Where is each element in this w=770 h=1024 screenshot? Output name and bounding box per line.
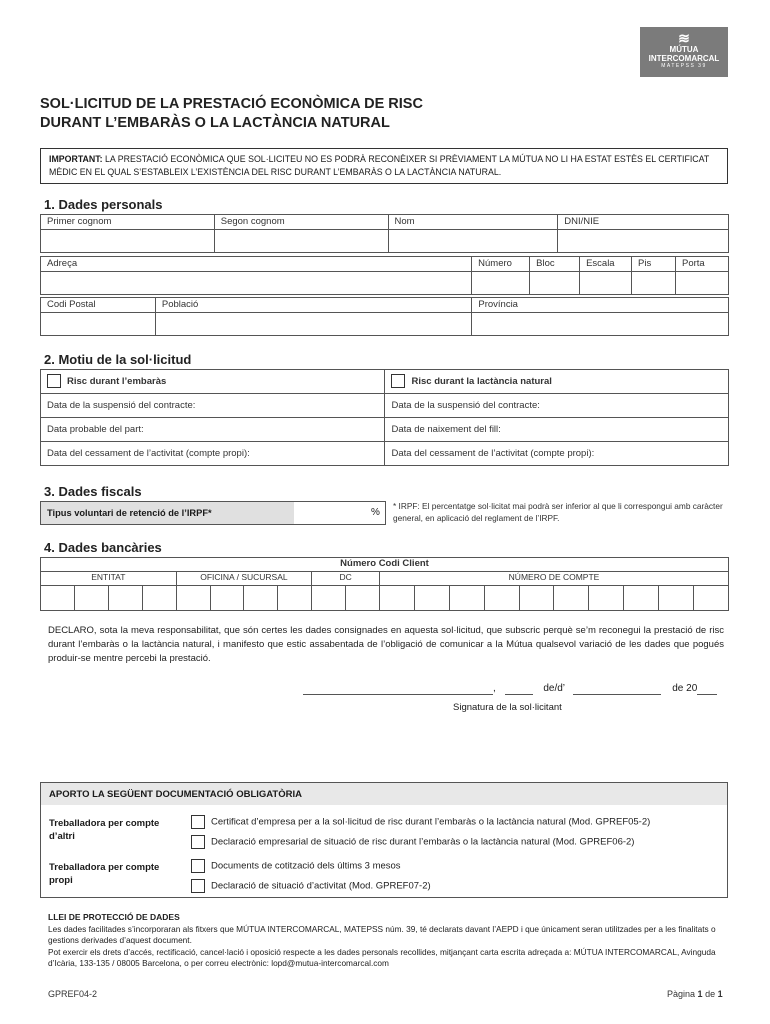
mutua-logo bbox=[640, 27, 728, 77]
lopd-paragraph-1: Les dades facilitades s’incorporaran als fitxers que MÚTUA INTERCOMARCAL, MATEPSS núm. 39, té declarats davant l’AEPD i que únicament seran utilitzades per a les finalitats o gestions derivades d’aquest document. bbox=[48, 923, 716, 945]
input-bloc[interactable] bbox=[530, 272, 580, 295]
logo-line3: MATEPSS 39 bbox=[661, 63, 707, 69]
doc-certificat-label: Certificat d’empresa per a la sol·licitud de risc durant l’embaràs o la lactància natural (Mod. GPREF05-2) bbox=[211, 816, 651, 828]
page-total: 1 bbox=[717, 989, 723, 999]
form-code: GPREF04-2 bbox=[48, 989, 98, 999]
page-number bbox=[667, 989, 723, 999]
irpf-field[interactable] bbox=[40, 501, 386, 525]
form-title bbox=[40, 95, 423, 133]
input-dni[interactable] bbox=[558, 230, 729, 253]
input-segon-cognom[interactable] bbox=[214, 230, 388, 253]
page-current: 1 bbox=[697, 989, 703, 999]
input-escala[interactable] bbox=[580, 272, 632, 295]
doc-declaracio-empresarial[interactable] bbox=[191, 835, 634, 849]
documentation-header: APORTO LA SEGÜENT DOCUMENTACIÓ OBLIGATÒRIA bbox=[41, 783, 727, 805]
digit-entitat-3[interactable] bbox=[108, 586, 142, 611]
input-provincia[interactable] bbox=[472, 313, 729, 336]
field-data-part[interactable]: Data probable del part: bbox=[41, 418, 385, 442]
section3-title: 3. Dades fiscals bbox=[44, 484, 142, 499]
lopd-paragraph-2: Pot exercir els drets d’accés, rectificació, cancel·lació i oposició respecte a les dades personals recollides, mitjançant carta escrita adreçada a: MÚTUA INTERCOMARCAL, Avinguda d’Icària, 133-135 / 08005 Barcelona, o per correu electrònic: lopd@mutua-intercomarcal.com bbox=[48, 946, 716, 968]
bank-table bbox=[40, 557, 729, 611]
label-compte-altri: Treballadora per compte d’altri bbox=[49, 818, 160, 842]
section2-title: 2. Motiu de la sol·licitud bbox=[44, 352, 192, 367]
digit-compte-5[interactable] bbox=[519, 586, 554, 611]
label-escala: Escala bbox=[580, 257, 632, 272]
reason-table bbox=[40, 369, 729, 466]
input-porta[interactable] bbox=[676, 272, 729, 295]
label-compte-propi: Treballadora per compte propi bbox=[49, 862, 160, 886]
address-table bbox=[40, 256, 729, 295]
digit-compte-7[interactable] bbox=[589, 586, 624, 611]
month-input[interactable] bbox=[573, 683, 661, 695]
logo-line1: MÚTUA bbox=[669, 45, 699, 54]
label-oficina: OFICINA / SUCURSAL bbox=[176, 572, 312, 586]
digit-dc-1[interactable] bbox=[312, 586, 346, 611]
digit-compte-9[interactable] bbox=[659, 586, 694, 611]
important-label: IMPORTANT: bbox=[49, 154, 103, 164]
data-protection-notice bbox=[48, 912, 728, 970]
personal-data-table bbox=[40, 214, 729, 253]
label-codi-postal: Codi Postal bbox=[41, 298, 156, 313]
label-porta: Porta bbox=[676, 257, 729, 272]
digit-dc-2[interactable] bbox=[346, 586, 380, 611]
field-cessament-lactancia[interactable]: Data del cessament de l’activitat (compte propi): bbox=[385, 442, 729, 466]
declaration-text: DECLARO, sota la meva responsabilitat, que són certes les dades consignades en aquesta sol·licitud, que subscric perquè se’m reconegui la prestació de risc durant l’embaràs o la lactància natural, i manifesto que estic assabentada de l’obligació de comunicar a la Mútua qualsevol variació de les dades que pogués produir-se mentre percebi la prestació. bbox=[48, 625, 724, 664]
field-data-naixement[interactable]: Data de naixement del fill: bbox=[385, 418, 729, 442]
digit-oficina-2[interactable] bbox=[210, 586, 244, 611]
label-segon-cognom: Segon cognom bbox=[214, 215, 388, 230]
label-numero-compte: NÚMERO DE COMPTE bbox=[380, 572, 729, 586]
digit-entitat-4[interactable] bbox=[142, 586, 176, 611]
section4-title: 4. Dades bancàries bbox=[44, 540, 162, 555]
checkbox-lactancia[interactable] bbox=[391, 374, 405, 388]
digit-compte-3[interactable] bbox=[449, 586, 484, 611]
input-poblacio[interactable] bbox=[155, 313, 472, 336]
label-pis: Pis bbox=[632, 257, 676, 272]
logo-mark-icon: ≋ bbox=[678, 30, 690, 46]
documentation-box bbox=[40, 782, 728, 898]
reason-embaras[interactable] bbox=[41, 370, 385, 394]
digit-compte-1[interactable] bbox=[380, 586, 415, 611]
doc-declaracio-label: Declaració empresarial de situació de risc durant l’embaràs o la lactància natural (Mod. GPREF06-2) bbox=[211, 836, 635, 848]
important-notice bbox=[40, 148, 728, 184]
label-nom: Nom bbox=[388, 215, 558, 230]
signature-label: Signatura de la sol·licitant bbox=[453, 702, 562, 713]
field-suspensio-embaras[interactable]: Data de la suspensió del contracte: bbox=[41, 394, 385, 418]
irpf-label: Tipus voluntari de retenció de l’IRPF* bbox=[41, 502, 294, 524]
year-input[interactable] bbox=[697, 683, 717, 695]
input-codi-postal[interactable] bbox=[41, 313, 156, 336]
title-line2: DURANT L’EMBARÀS O LA LACTÀNCIA NATURAL bbox=[40, 115, 390, 131]
digit-entitat-1[interactable] bbox=[41, 586, 75, 611]
digit-oficina-1[interactable] bbox=[176, 586, 210, 611]
label-dc: DC bbox=[312, 572, 380, 586]
digit-compte-10[interactable] bbox=[693, 586, 728, 611]
doc-situacio-activitat[interactable] bbox=[191, 879, 431, 893]
label-provincia: Província bbox=[472, 298, 729, 313]
input-primer-cognom[interactable] bbox=[41, 230, 215, 253]
irpf-note: * IRPF: El percentatge sol·licitat mai podrà ser inferior al que li correspongui amb caràcter general, en aplicació del reglament de l’IRPF. bbox=[393, 501, 723, 523]
field-suspensio-lactancia[interactable]: Data de la suspensió del contracte: bbox=[385, 394, 729, 418]
doc-cotitzacio[interactable] bbox=[191, 859, 401, 873]
digit-oficina-4[interactable] bbox=[278, 586, 312, 611]
de-d-label: de/d’ bbox=[543, 683, 565, 694]
title-line1: SOL·LICITUD DE LA PRESTACIÓ ECONÒMICA DE RISC bbox=[40, 96, 423, 112]
digit-compte-8[interactable] bbox=[624, 586, 659, 611]
digit-entitat-2[interactable] bbox=[74, 586, 108, 611]
label-numero: Número bbox=[472, 257, 530, 272]
doc-situacio-label: Declaració de situació d’activitat (Mod. GPREF07-2) bbox=[211, 880, 431, 892]
comma: , bbox=[493, 683, 496, 694]
page-word: Pàgina bbox=[667, 989, 696, 999]
digit-compte-2[interactable] bbox=[414, 586, 449, 611]
digit-compte-4[interactable] bbox=[484, 586, 519, 611]
reason-lactancia[interactable] bbox=[385, 370, 729, 394]
input-pis[interactable] bbox=[632, 272, 676, 295]
input-numero[interactable] bbox=[472, 272, 530, 295]
client-number-label: Número Codi Client bbox=[41, 558, 729, 572]
signature-date-line bbox=[303, 683, 717, 695]
section1-title: 1. Dades personals bbox=[44, 197, 163, 212]
input-nom[interactable] bbox=[388, 230, 558, 253]
label-entitat: ENTITAT bbox=[41, 572, 177, 586]
label-poblacio: Població bbox=[155, 298, 472, 313]
digit-compte-6[interactable] bbox=[554, 586, 589, 611]
place-input[interactable] bbox=[303, 683, 493, 695]
label-bloc: Bloc bbox=[530, 257, 580, 272]
checkbox-cotitzacio[interactable] bbox=[191, 859, 205, 873]
label-adreca: Adreça bbox=[41, 257, 472, 272]
reason-embaras-label: Risc durant l’embaràs bbox=[67, 376, 167, 387]
percent-sign: % bbox=[371, 507, 380, 518]
checkbox-certificat-empresa[interactable] bbox=[191, 815, 205, 829]
checkbox-situacio-activitat[interactable] bbox=[191, 879, 205, 893]
input-adreca[interactable] bbox=[41, 272, 472, 295]
checkbox-declaracio-empresarial[interactable] bbox=[191, 835, 205, 849]
reason-lactancia-label: Risc durant la lactància natural bbox=[411, 376, 552, 387]
doc-cotitzacio-label: Documents de cotització dels últims 3 mesos bbox=[211, 860, 401, 872]
label-primer-cognom: Primer cognom bbox=[41, 215, 215, 230]
de-20-label: de 20 bbox=[672, 683, 698, 694]
doc-certificat-empresa[interactable] bbox=[191, 815, 650, 829]
important-text: LA PRESTACIÓ ECONÒMICA QUE SOL·LICITEU NO ES PODRÀ RECONÈIXER SI PRÈVIAMENT LA MÚTUA NO LI HA ESTAT ESTÈS EL CERTIFICAT MÈDIC EN EL QUAL S’ESTABLEIX L’EXISTÈNCIA DEL RISC DURANT L’EMBARÀS O LA LACTÀNCIA NATURAL. bbox=[49, 154, 710, 177]
label-dni: DNI/NIE bbox=[558, 215, 729, 230]
postal-table bbox=[40, 297, 729, 336]
field-cessament-embaras[interactable]: Data del cessament de l’activitat (compte propi): bbox=[41, 442, 385, 466]
logo-line2: INTERCOMARCAL bbox=[648, 54, 720, 63]
day-input[interactable] bbox=[505, 683, 533, 695]
checkbox-embaras[interactable] bbox=[47, 374, 61, 388]
lopd-title: LLEI DE PROTECCIÓ DE DADES bbox=[48, 912, 180, 922]
digit-oficina-3[interactable] bbox=[244, 586, 278, 611]
page-of: de bbox=[705, 989, 716, 999]
